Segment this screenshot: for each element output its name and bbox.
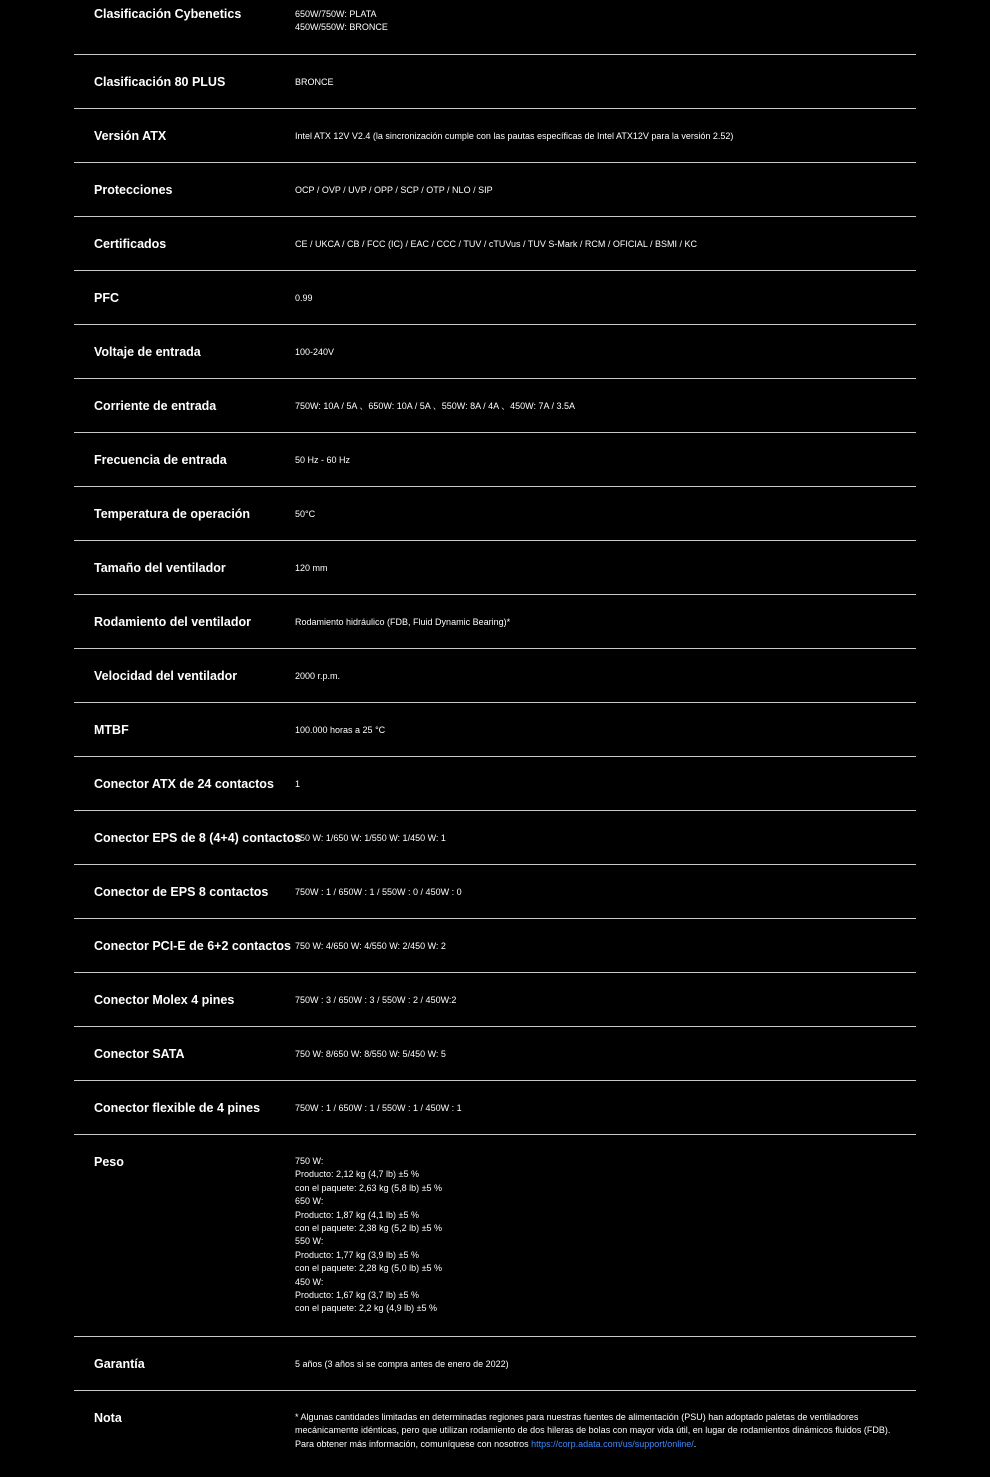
spec-label: Velocidad del ventilador <box>94 669 238 683</box>
spec-value: 750 W: 8/650 W: 8/550 W: 5/450 W: 5 <box>295 1049 446 1059</box>
spec-label: Conector SATA <box>94 1047 185 1061</box>
spec-value: 750W : 3 / 650W : 3 / 550W : 2 / 450W:2 <box>295 995 457 1005</box>
spec-row-atx-version <box>74 109 916 163</box>
spec-row-protections <box>74 163 916 217</box>
spec-value: 650W/750W: PLATA 450W/550W: BRONCE <box>295 9 388 33</box>
spec-row-eps-4plus4 <box>74 811 916 865</box>
spec-label: Versión ATX <box>94 129 167 143</box>
spec-value: 750 W: Producto: 2,12 kg (4,7 lb) ±5 % con el paquete: 2,63 kg (5,8 lb) ±5 % 650 W: Producto: 1,87 kg (4,1 lb) ±5 % con el paquete: 2,38 kg (5,2 lb) ±5 % 550 W: Producto: 1,77 kg (3,9 lb) ±5 % con el paquete: 2,28 kg (5,0 lb) ±5 % 450 W: Producto: 1,67 kg (3,7 lb) ±5 % con el paquete: 2,2 kg (4,9 lb) ±5 % <box>295 1156 443 1314</box>
spec-row-mtbf <box>74 703 916 757</box>
spec-label: Clasificación Cybenetics <box>94 7 242 21</box>
spec-row-cybenetics <box>74 0 916 55</box>
spec-value: 0.99 <box>295 293 313 303</box>
spec-row-operating-temperature <box>74 487 916 541</box>
spec-row-atx-24pin <box>74 757 916 811</box>
note-line: * Algunas cantidades limitadas en determinadas regiones para nuestras fuentes de alimentación (PSU) han adoptado paletas de ventiladores <box>295 1412 859 1422</box>
spec-label: Rodamiento del ventilador <box>94 615 251 629</box>
spec-value: 50 Hz - 60 Hz <box>295 455 351 465</box>
spec-label: Temperatura de operación <box>94 507 251 521</box>
spec-value: BRONCE <box>295 77 334 87</box>
spec-row-fan-bearing <box>74 595 916 649</box>
spec-value: 750W : 1 / 650W : 1 / 550W : 0 / 450W : 0 <box>295 887 462 897</box>
spec-value: 100-240V <box>295 347 335 357</box>
spec-value: OCP / OVP / UVP / OPP / SCP / OTP / NLO / SIP <box>295 185 493 195</box>
spec-label: Conector Molex 4 pines <box>94 993 235 1007</box>
spec-value: CE / UKCA / CB / FCC (IC) / EAC / CCC / TUV / cTUVus / TUV S-Mark / RCM / OFICIAL / BSMI / KC <box>295 239 698 249</box>
spec-row-80plus <box>74 55 916 109</box>
spec-row-pfc <box>74 271 916 325</box>
note-line <box>295 1438 905 1451</box>
spec-row-flex-4pin <box>74 1081 916 1135</box>
spec-row-fan-speed <box>74 649 916 703</box>
spec-value: 750W: 10A / 5A 、650W: 10A / 5A 、550W: 8A / 4A 、450W: 7A / 3.5A <box>295 401 576 411</box>
spec-label: Certificados <box>94 237 167 251</box>
spec-value: Rodamiento hidráulico (FDB, Fluid Dynamic Bearing)* <box>295 617 511 627</box>
spec-label: Conector flexible de 4 pines <box>94 1101 261 1115</box>
spec-label: Conector ATX de 24 contactos <box>94 777 274 791</box>
spec-row-pcie-6plus2 <box>74 919 916 973</box>
spec-label: Nota <box>94 1411 122 1425</box>
spec-row-weight <box>74 1135 916 1337</box>
spec-label: Conector de EPS 8 contactos <box>94 885 269 899</box>
spec-label: Protecciones <box>94 183 173 197</box>
spec-row-input-voltage <box>74 325 916 379</box>
spec-label: Corriente de entrada <box>94 399 217 413</box>
spec-row-certificates <box>74 217 916 271</box>
spec-row-input-frequency <box>74 433 916 487</box>
spec-label: PFC <box>94 291 119 305</box>
note-period: . <box>693 1438 697 1449</box>
spec-label: Garantía <box>94 1357 145 1371</box>
spec-value: Intel ATX 12V V2.4 (la sincronización cumple con las pautas específicas de Intel ATX12V para la versión 2.52) <box>295 131 734 141</box>
spec-value: 1 <box>295 779 301 789</box>
support-link[interactable]: https://corp.adata.com/us/support/online/ <box>531 1438 694 1449</box>
spec-value: 750 W: 4/650 W: 4/550 W: 2/450 W: 2 <box>295 941 446 951</box>
spec-label: MTBF <box>94 723 129 737</box>
spec-value: 2000 r.p.m. <box>295 671 341 681</box>
note-contact-text: Para obtener más información, comuníquese con nosotros <box>295 1438 532 1449</box>
note-line: mecánicamente idénticas, pero que utilizan rodamiento de dos hileras de bolas con mayor vida útil, en lugar de rodamientos dinámicos fluidos (FDB). <box>295 1425 891 1436</box>
spec-row-note <box>74 1391 916 1477</box>
spec-label: Frecuencia de entrada <box>94 453 227 467</box>
spec-row-fan-size <box>74 541 916 595</box>
spec-row-input-current <box>74 379 916 433</box>
spec-row-eps-8pin <box>74 865 916 919</box>
spec-row-molex <box>74 973 916 1027</box>
spec-label: Voltaje de entrada <box>94 345 201 359</box>
spec-value: 50°C <box>295 509 316 519</box>
spec-value: 5 años (3 años si se compra antes de enero de 2022) <box>295 1359 509 1369</box>
spec-label: Conector PCI-E de 6+2 contactos <box>94 939 291 953</box>
spec-row-warranty <box>74 1337 916 1391</box>
spec-label: Clasificación 80 PLUS <box>94 75 226 89</box>
spec-label: Peso <box>94 1155 124 1169</box>
spec-label: Tamaño del ventilador <box>94 561 226 575</box>
spec-value: 100.000 horas a 25 °C <box>295 725 386 735</box>
spec-value: 120 mm <box>295 563 328 573</box>
spec-row-sata <box>74 1027 916 1081</box>
spec-label: Conector EPS de 8 (4+4) contactos <box>94 831 302 845</box>
spec-value: 750W : 1 / 650W : 1 / 550W : 1 / 450W : 1 <box>295 1103 462 1113</box>
note-text <box>295 1411 905 1451</box>
spec-value: 750 W: 1/650 W: 1/550 W: 1/450 W: 1 <box>295 833 446 843</box>
spec-table <box>74 0 916 1477</box>
